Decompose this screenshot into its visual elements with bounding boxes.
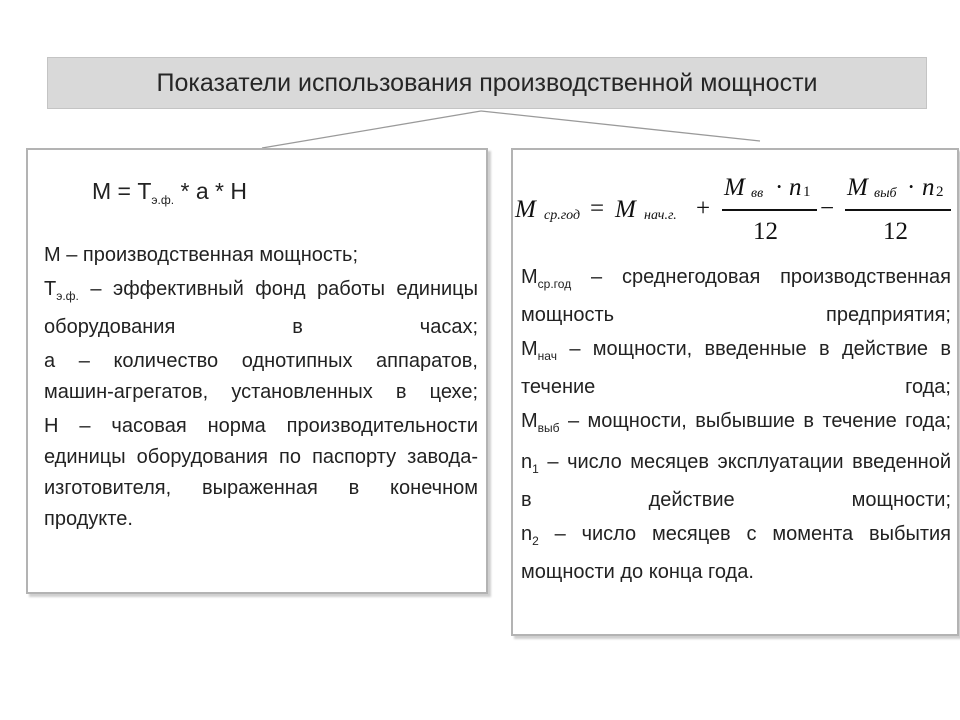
definition-m: М – производственная мощность; bbox=[44, 244, 358, 266]
average-capacity-formula bbox=[513, 174, 959, 250]
formula-dot-2: · bbox=[907, 174, 916, 201]
connector-right bbox=[481, 111, 760, 141]
definition-m-out: $М_{выб}$ – мощности, выбывшие в течение года; bbox=[521, 410, 951, 435]
formula-denominator-1: 12 bbox=[753, 218, 778, 245]
formula-equals: = bbox=[590, 195, 605, 222]
left-panel bbox=[26, 148, 488, 594]
definition-m-avg: $М_{ср.год}$ – среднегодовая производственная мощность предприятия; bbox=[521, 266, 951, 326]
formula-m-avg-sub: ср.год bbox=[544, 208, 581, 223]
formula-dot-1: · bbox=[775, 174, 784, 201]
formula-n2: n bbox=[922, 174, 935, 201]
capacity-formula: $М = Т_{э.ф.} * а * Н$ bbox=[92, 178, 247, 207]
formula-m-in-sub: вв bbox=[751, 186, 764, 201]
left-definitions bbox=[44, 240, 478, 538]
formula-m-start: M bbox=[615, 196, 636, 223]
definition-m-start: $М_{нач}$ – мощности, введенные в действие в течение года; bbox=[521, 338, 951, 398]
definition-tef: $Т_{э.ф.}$ – эффективный фонд работы единицы оборудования в часах; bbox=[44, 278, 478, 338]
definition-a: а – количество однотипных аппаратов, машин-агрегатов, установленных в цехе; bbox=[44, 350, 478, 403]
formula-n1: n bbox=[789, 174, 802, 201]
formula-plus: + bbox=[696, 195, 711, 222]
formula-m-avg: M bbox=[515, 196, 536, 223]
formula-denominator-2: 12 bbox=[883, 218, 908, 245]
definition-h: Н – часовая норма производительности единицы оборудования по паспорту завода-изготовителя, выраженная в конечном продукте. bbox=[44, 415, 478, 530]
formula-m-in: M bbox=[724, 174, 745, 201]
formula-minus: − bbox=[820, 195, 835, 222]
formula-m-start-sub: нач.г. bbox=[644, 208, 677, 223]
formula-subscript: э.ф. bbox=[151, 193, 175, 207]
fraction-bar-1 bbox=[722, 209, 817, 211]
definition-n1: $n_1$ – число месяцев эксплуатации введенной в действие мощности; bbox=[521, 451, 951, 511]
formula-n1-sub: 1 bbox=[803, 184, 811, 200]
connector-left bbox=[262, 111, 481, 148]
right-panel bbox=[511, 148, 959, 636]
right-definitions bbox=[521, 262, 951, 591]
fraction-bar-2 bbox=[845, 209, 951, 211]
formula-n2-sub: 2 bbox=[936, 184, 944, 200]
formula-m-out-sub: выб bbox=[874, 186, 897, 201]
diagram-title: Показатели использования производственной мощности bbox=[156, 68, 818, 97]
definition-n2: $n_2$ – число месяцев с момента выбытия мощности до конца года. bbox=[521, 523, 951, 583]
formula-m-out: M bbox=[847, 174, 868, 201]
